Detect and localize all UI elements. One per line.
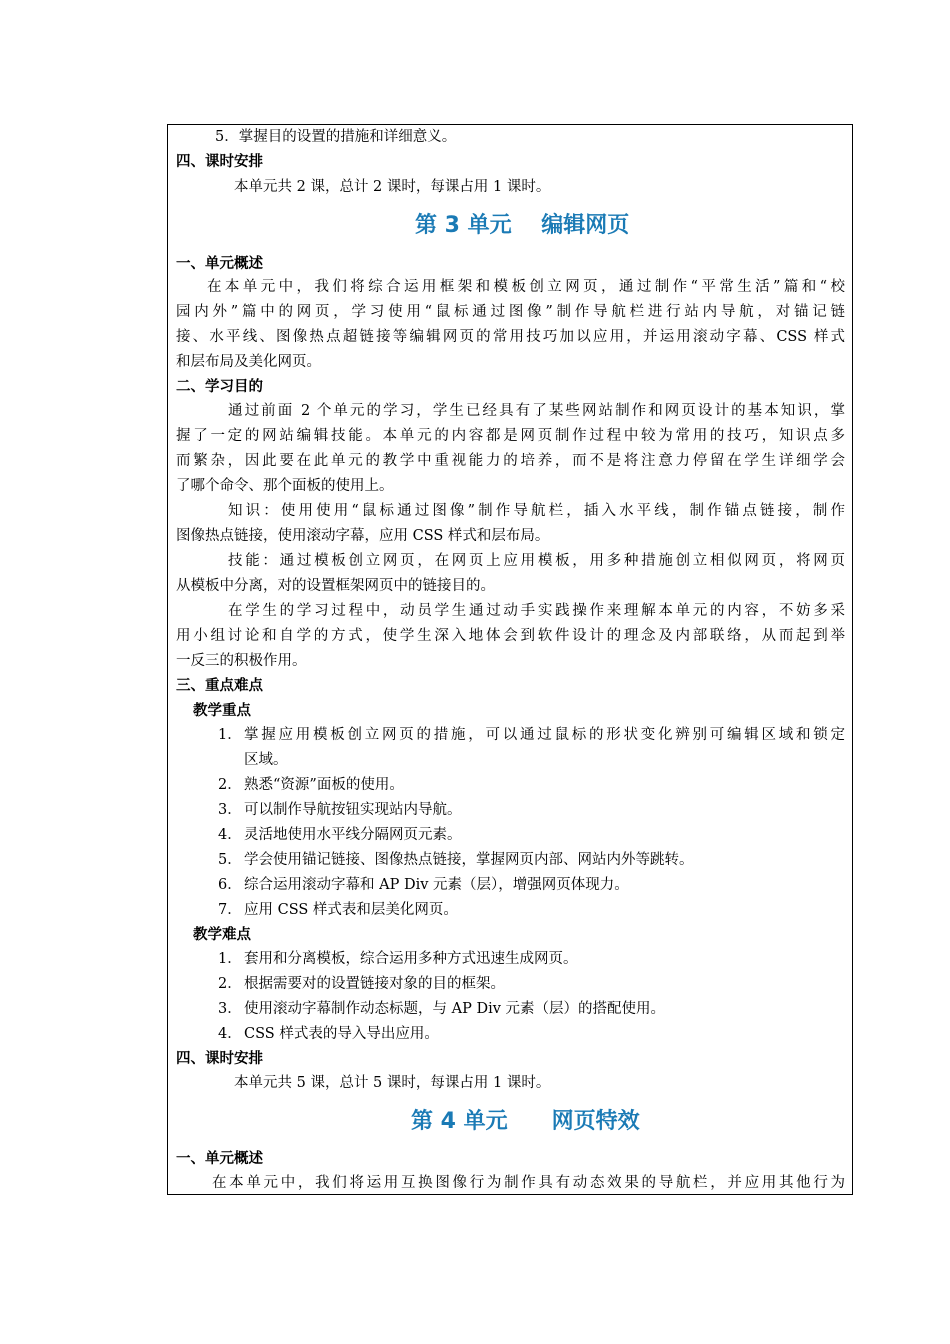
goals-line: 通过前面 2 个单元的学习，学生已经具有了某些网站制作和网页设计的基本知识，掌 xyxy=(228,403,845,419)
unit4-title: 第 4 单元 网页特效 xyxy=(411,1109,640,1134)
goals-knowledge-line: 图像热点链接，使用滚动字幕，应用 CSS 样式和层布局。 xyxy=(176,528,550,544)
focus-item-num: 2． xyxy=(218,777,242,793)
goals-knowledge-line: 知识：使用使用“鼠标通过图像”制作导航栏，插入水平线，制作锚点链接，制作 xyxy=(228,503,845,519)
schedule-text-prev: 本单元共 2 课，总计 2 课时，每课占用 1 课时。 xyxy=(234,179,551,195)
unit4-overview-line: 在本单元中，我们将运用互换图像行为制作具有动态效果的导航栏，并应用其他行为 xyxy=(212,1175,845,1191)
focus-item-num: 6． xyxy=(218,877,242,893)
difficulty-item-num: 2． xyxy=(218,976,242,992)
focus-item-text: 综合运用滚动字幕和 AP Div 元素（层），增强网页体现力。 xyxy=(244,877,629,893)
focus-item-num: 7． xyxy=(218,902,242,918)
difficulty-heading: 教学难点 xyxy=(193,927,251,943)
overview-line: 园内外”篇中的网页，学习使用“鼠标通过图像”制作导航栏进行站内导航，对锚记链 xyxy=(176,304,845,320)
goals-skill-line: 从模板中分离，对的设置框架网页中的链接目的。 xyxy=(176,578,495,594)
focus-item-text: 熟悉“资源”面板的使用。 xyxy=(244,777,404,793)
unit3-overview-heading: 一、单元概述 xyxy=(176,256,263,272)
focus-item-text: 区域。 xyxy=(244,752,288,768)
focus-item-text: 掌握应用模板创立网页的措施，可以通过鼠标的形状变化辨别可编辑区域和锁定 xyxy=(244,727,845,743)
goals-skill-line: 技能：通过模板创立网页，在网页上应用模板，用多种措施创立相似网页，将网页 xyxy=(228,553,845,569)
focus-item-text: 应用 CSS 样式表和层美化网页。 xyxy=(244,902,458,918)
focus-item-text: 灵活地使用水平线分隔网页元素。 xyxy=(244,827,462,843)
unit4-overview-heading: 一、单元概述 xyxy=(176,1151,263,1167)
unit3-goals-heading: 二、学习目的 xyxy=(176,379,263,395)
section-heading-schedule-prev: 四、课时安排 xyxy=(176,154,263,170)
item-5: 5．掌握目的设置的措施和详细意义。 xyxy=(215,129,457,145)
difficulty-item-num: 3． xyxy=(218,1001,242,1017)
difficulty-item-text: 根据需要对的设置链接对象的目的框架。 xyxy=(244,976,505,992)
difficulty-item-num: 4． xyxy=(218,1026,242,1042)
unit3-key-heading: 三、重点难点 xyxy=(176,678,263,694)
focus-item-num: 4． xyxy=(218,827,242,843)
overview-line: 在本单元中，我们将综合运用框架和模板创立网页，通过制作“平常生活”篇和“校 xyxy=(207,279,845,295)
difficulty-item-text: 套用和分离模板，综合运用多种方式迅速生成网页。 xyxy=(244,951,578,967)
focus-heading: 教学重点 xyxy=(193,703,251,719)
goals-line: 了哪个命令、那个面板的使用上。 xyxy=(176,478,394,494)
overview-line: 和层布局及美化网页。 xyxy=(176,354,321,370)
unit3-schedule-text: 本单元共 5 课，总计 5 课时，每课占用 1 课时。 xyxy=(234,1075,551,1091)
unit3-schedule-heading: 四、课时安排 xyxy=(176,1051,263,1067)
goals-method-line: 一反三的积极作用。 xyxy=(176,653,307,669)
goals-line: 而繁杂，因此要在此单元的教学中重视能力的培养，而不是将注意力停留在学生详细学会 xyxy=(176,453,845,469)
difficulty-item-text: 使用滚动字幕制作动态标题，与 AP Div 元素（层）的搭配使用。 xyxy=(244,1001,666,1017)
goals-line: 握了一定的网站编辑技能。本单元的内容都是网页制作过程中较为常用的技巧，知识点多 xyxy=(176,428,845,444)
goals-method-line: 在学生的学习过程中，动员学生通过动手实践操作来理解本单元的内容，不妨多采 xyxy=(228,603,845,619)
unit3-title: 第 3 单元 编辑网页 xyxy=(415,213,630,238)
goals-method-line: 用小组讨论和自学的方式，使学生深入地体会到软件设计的理念及内部联络，从而起到举 xyxy=(176,628,845,644)
difficulty-item-text: CSS 样式表的导入导出应用。 xyxy=(244,1026,439,1042)
focus-item-text: 可以制作导航按钮实现站内导航。 xyxy=(244,802,462,818)
focus-item-num: 1． xyxy=(218,727,242,743)
focus-item-text: 学会使用锚记链接、图像热点链接，掌握网页内部、网站内外等跳转。 xyxy=(244,852,694,868)
difficulty-item-num: 1． xyxy=(218,951,242,967)
overview-line: 接、水平线、图像热点超链接等编辑网页的常用技巧加以应用，并运用滚动字幕、CSS 样式 xyxy=(176,329,845,345)
focus-item-num: 3． xyxy=(218,802,242,818)
focus-item-num: 5． xyxy=(218,852,242,868)
